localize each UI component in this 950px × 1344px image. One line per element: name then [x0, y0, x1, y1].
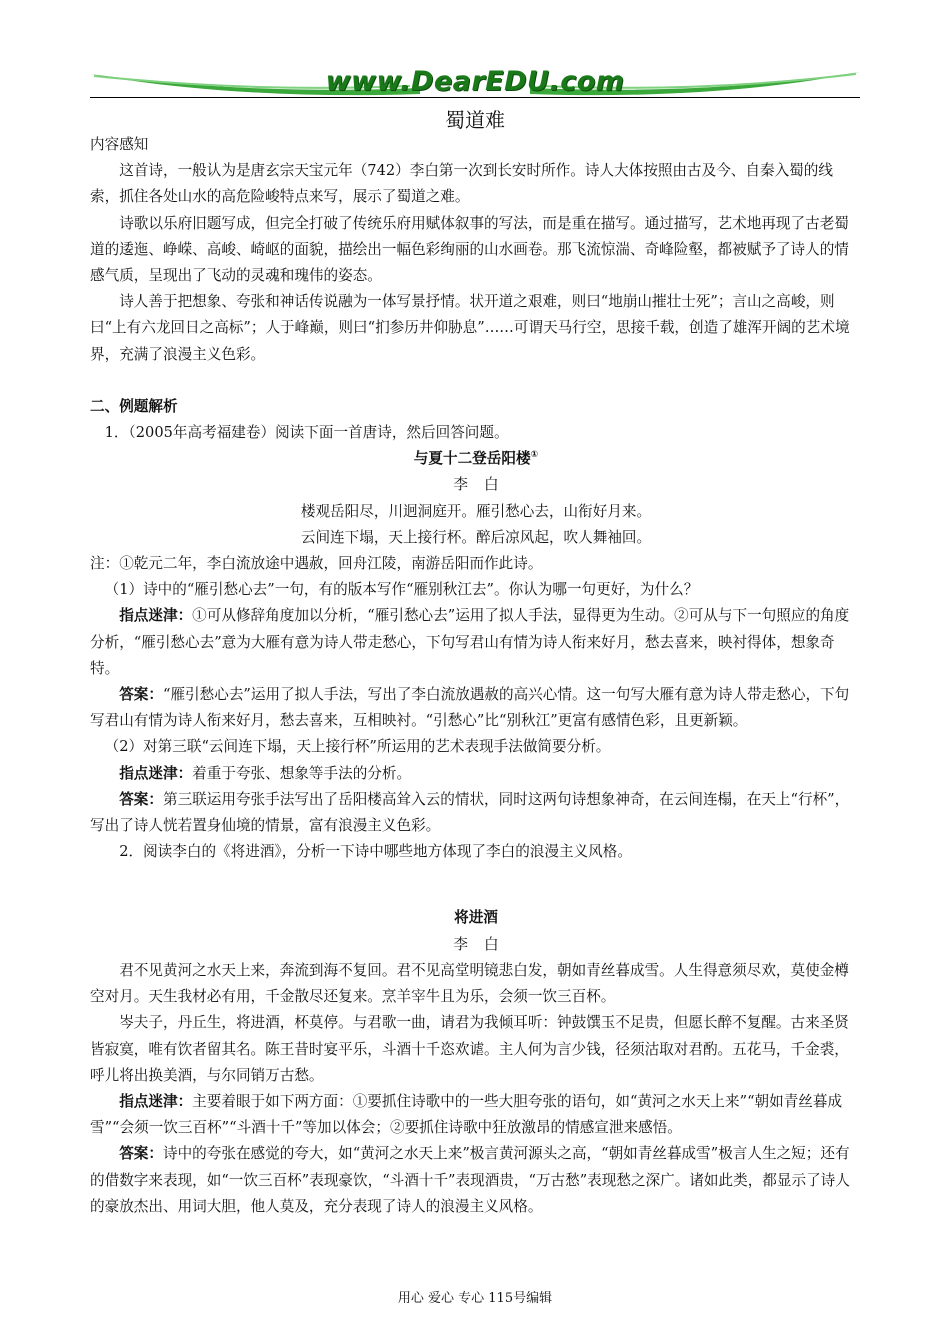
poem-2-title: 将进酒 [454, 909, 498, 927]
poem-1-title-text: 与夏十二登岳阳楼 [413, 450, 531, 468]
hint-text: 着重于夸张、想象等手法的分析。 [192, 764, 412, 782]
hint-1-2 [90, 761, 862, 787]
author-char: 白 [484, 935, 499, 953]
answer-text: “雁引愁心去”运用了拟人手法，写出了李白流放遇赦的高兴心情。这一句写大雁有意为诗人带走愁心，下句写君山有情为诗人衔来好月，愁去喜来，互相映衬。“引愁心”比“别秋江”更富有感情色彩，且更新颖。 [90, 686, 850, 730]
spacer [90, 368, 862, 394]
answer-1-1 [90, 682, 862, 734]
author-char: 李 [453, 476, 468, 494]
section-label-content: 内容感知 [90, 136, 149, 153]
spacer [90, 865, 862, 905]
hint-text: 主要着眼于如下两方面：①要抓住诗歌中的一些大胆夸张的语句，如“黄河之水天上来”“朝如青丝暮成雪”“会须一饮三百杯”“斗酒十千”等加以体会；②要抓住诗歌中狂放激昂的情感宣泄来感悟。 [90, 1092, 843, 1137]
question-2-intro: 2．阅读李白的《将进酒》，分析一下诗中哪些地方体现了李白的浪漫主义风格。 [119, 843, 632, 861]
document-body [90, 132, 862, 1220]
poem-1-line: 楼观岳阳尽，川迥洞庭开。雁引愁心去，山衔好月来。 [300, 502, 652, 520]
answer-text: 第三联运用夸张手法写出了岳阳楼高耸入云的情状，同时这两句诗想象神奇，在云间连榻，在天上“行杯”，写出了诗人恍若置身仙境的情景，富有浪漫主义色彩。 [90, 790, 850, 835]
hint-label: 指点迷津： [119, 607, 193, 625]
poem-2-paragraph: 岑夫子，丹丘生，将进酒，杯莫停。与君歌一曲，请君为我倾耳听：钟鼓馔玉不足贵，但愿长醉不复醒。古来圣贤皆寂寞，唯有饮者留其名。陈王昔时宴平乐，斗酒十千恣欢谑。主人何为言少钱，径须沽取对君酌。五花马，千金裘，呼儿将出换美酒，与尔同销万古愁。 [90, 1014, 849, 1084]
question-1-1: （1）诗中的“雁引愁心去”一句，有的版本写作“雁别秋江去”。你认为哪一句更好，为什么？ [104, 581, 699, 599]
site-logo-text: www.DearEDU.com [325, 66, 625, 97]
poem-1-title [90, 446, 862, 472]
header-rule [90, 97, 860, 98]
paragraph: 这首诗，一般认为是唐玄宗天宝元年（742）李白第一次到长安时所作。诗人大体按照由古及今、自秦入蜀的线索，抓住各处山水的高危险峻特点来写，展示了蜀道之难。 [90, 162, 833, 206]
hint-label: 指点迷津： [119, 1092, 193, 1110]
author-char: 李 [453, 935, 468, 953]
answer-1-2 [90, 787, 862, 839]
answer-label: 答案： [119, 1145, 163, 1163]
poem-2-paragraph: 君不见黄河之水天上来，奔流到海不复回。君不见高堂明镜悲白发，朝如青丝暮成雪。人生得意须尽欢，莫使金樽空对月。天生我材必有用，千金散尽还复来。烹羊宰牛且为乐，会须一饮三百杯。 [90, 961, 849, 1006]
hint-text: ①可从修辞角度加以分析，“雁引愁心去”运用了拟人手法，显得更为生动。②可从与下一句照应的角度分析，“雁引愁心去”意为大雁有意为诗人带走愁心，下句写君山有情为诗人衔来好月，愁去喜来，映衬得体，想象奇特。 [90, 607, 850, 677]
poem-2-author [90, 932, 862, 958]
section-heading-examples: 二、例题解析 [90, 397, 178, 415]
page-footer: 用心 爱心 专心 115号编辑 [397, 1291, 553, 1306]
answer-text: 诗中的夸张在感觉的夸大，如“黄河之水天上来”极言黄河源头之高，“朝如青丝暮成雪”极言人生之短；还有的借数字来表现，如“一饮三百杯”表现豪饮，“斗酒十千”表现酒贵，“万古愁”表现愁之深广。诸如此类，都显示了诗人的豪放杰出、用词大胆，他人莫及，充分表现了诗人的浪漫主义风格。 [90, 1145, 850, 1215]
answer-label: 答案： [119, 790, 163, 808]
paragraph: 诗歌以乐府旧题写成，但完全打破了传统乐府用赋体叙事的写法，而是重在描写。通过描写，艺术地再现了古老蜀道的逶迤、峥嵘、高峻、崎岖的面貌，描绘出一幅色彩绚丽的山水画卷。那飞流惊湍、奇峰险壑，都被赋予了诗人的情感气质，呈现出了飞动的灵魂和瑰伟的姿态。 [90, 214, 849, 285]
poem-1-line: 云间连下塌，天上接行杯。醉后凉风起，吹人舞袖回。 [300, 528, 652, 546]
author-char: 白 [484, 476, 499, 494]
site-banner [90, 62, 860, 102]
poem-1-footnote: 注：①乾元二年，李白流放途中遇赦，回舟江陵，南游岳阳而作此诗。 [90, 555, 543, 573]
document-title: 蜀道难 [445, 108, 505, 132]
answer-label: 答案： [119, 686, 163, 704]
hint-2 [90, 1089, 862, 1141]
hint-label: 指点迷津： [119, 764, 193, 782]
question-1-intro: 1．（2005年高考福建卷）阅读下面一首唐诗，然后回答问题。 [104, 424, 509, 442]
paragraph: 诗人善于把想象、夸张和神话传说融为一体写景抒情。状开道之艰难，则曰“地崩山摧壮士死”；言山之高峻，则曰“上有六龙回日之高标”；人于峰巅，则曰“扪参历井仰胁息”……可谓天马行空，思接千载，创造了雄浑开阔的艺术境界，充满了浪漫主义色彩。 [90, 293, 850, 363]
hint-1-1 [90, 603, 862, 682]
question-1-2: （2）对第三联“云间连下塌，天上接行杯”所运用的艺术表现手法做简要分析。 [104, 738, 611, 756]
footnote-mark: ① [530, 450, 539, 461]
poem-1-author [90, 472, 862, 498]
answer-2 [90, 1141, 862, 1220]
